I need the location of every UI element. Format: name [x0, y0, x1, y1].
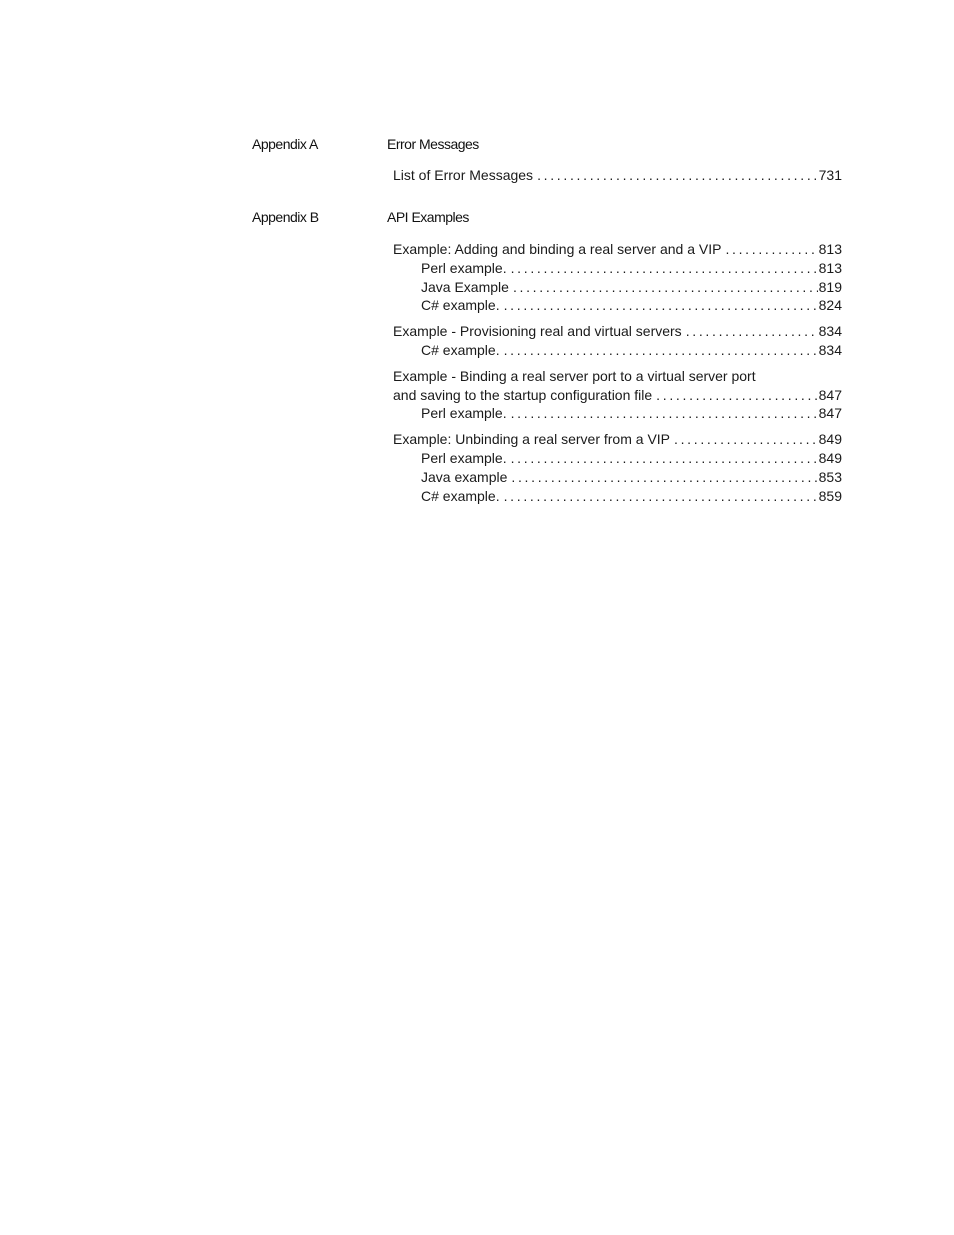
toc-entry-first-line[interactable]: Example - Binding a real server port to a virtual server port — [393, 367, 756, 384]
toc-entry-text: Perl example. — [421, 449, 511, 468]
toc-entry-page: 731 — [818, 167, 842, 183]
toc-entry-text: Java Example — [421, 278, 513, 297]
toc-entry[interactable] — [393, 430, 842, 449]
dot-leader — [513, 278, 818, 297]
toc-entry-text: Example: Unbinding a real server from a VIP — [393, 430, 674, 449]
toc-entry[interactable] — [393, 322, 842, 341]
toc-entry-page: 847 — [818, 405, 842, 422]
dot-leader — [686, 322, 818, 341]
dot-leader — [511, 468, 817, 487]
toc-entry-page: 813 — [818, 241, 842, 257]
toc-entry-text: C# example. — [421, 296, 504, 315]
toc-subentry[interactable] — [393, 278, 842, 297]
dot-leader — [725, 240, 817, 259]
toc-entry-text: Perl example. — [421, 404, 511, 423]
toc-entry-text: C# example. — [421, 487, 504, 506]
dot-leader — [511, 259, 818, 278]
toc-entry[interactable] — [393, 240, 842, 259]
dot-leader — [674, 430, 818, 449]
toc-entry-page: 849 — [818, 449, 842, 466]
toc-subentry[interactable] — [393, 296, 842, 315]
toc-entry-page: 819 — [818, 278, 842, 295]
toc-group — [393, 430, 842, 505]
toc-entry-page: 813 — [818, 259, 842, 276]
dot-leader — [504, 296, 818, 315]
dot-leader — [504, 487, 818, 506]
toc-entry-text: and saving to the startup configuration file — [393, 386, 656, 405]
toc-entry-page: 824 — [818, 297, 842, 314]
toc-entry-page: 834 — [818, 323, 842, 340]
appendix-b-label: Appendix B — [252, 209, 319, 225]
toc-entry-text: Perl example. — [421, 259, 511, 278]
appendix-b-entries — [393, 240, 842, 512]
toc-group — [393, 322, 842, 360]
toc-group — [393, 240, 842, 315]
toc-entry-text: Example - Provisioning real and virtual servers — [393, 322, 686, 341]
appendix-a-entries — [393, 166, 842, 192]
toc-subentry[interactable] — [393, 487, 842, 506]
dot-leader — [511, 449, 818, 468]
toc-entry[interactable] — [393, 166, 842, 185]
appendix-b-title: API Examples — [387, 209, 469, 225]
toc-entry-text: Java example — [421, 468, 511, 487]
appendix-a-title: Error Messages — [387, 136, 479, 152]
dot-leader — [511, 404, 818, 423]
toc-entry-text: C# example. — [421, 341, 504, 360]
dot-leader — [504, 341, 818, 360]
toc-group — [393, 367, 842, 423]
toc-subentry[interactable] — [393, 468, 842, 487]
toc-subentry[interactable] — [393, 341, 842, 360]
toc-entry-text: Example: Adding and binding a real server and a VIP — [393, 240, 725, 259]
toc-entry-text: List of Error Messages — [393, 166, 537, 185]
toc-entry-page: 847 — [818, 386, 842, 403]
toc-subentry[interactable] — [393, 259, 842, 278]
toc-subentry[interactable] — [393, 404, 842, 423]
toc-group — [393, 166, 842, 185]
appendix-a-label: Appendix A — [252, 136, 318, 152]
toc-entry[interactable] — [393, 386, 842, 405]
toc-entry-page: 853 — [818, 468, 842, 485]
toc-entry-page: 834 — [818, 341, 842, 358]
toc-subentry[interactable] — [393, 449, 842, 468]
toc-entry-page: 849 — [818, 431, 842, 448]
toc-entry-page: 859 — [818, 487, 842, 504]
dot-leader — [656, 386, 817, 405]
dot-leader — [537, 166, 818, 185]
